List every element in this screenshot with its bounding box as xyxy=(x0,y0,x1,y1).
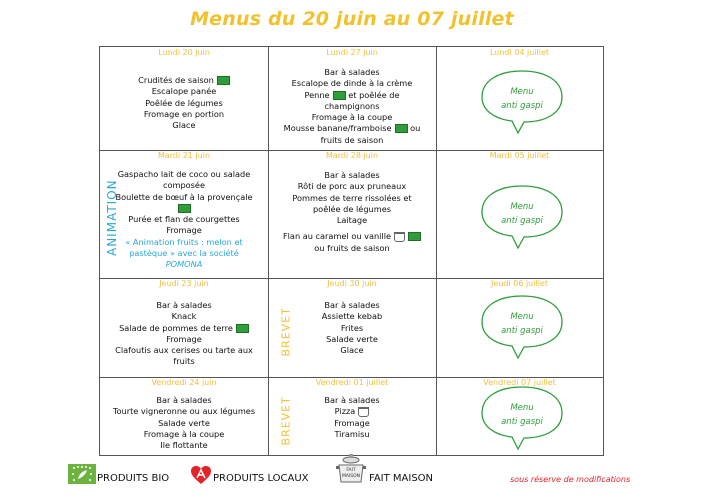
day-label: Lundi 04 juillet xyxy=(489,48,550,57)
menu-item: Bar à salades xyxy=(156,395,212,405)
bubble-text: Menu xyxy=(510,202,534,212)
menu-item: Frites xyxy=(340,322,364,333)
menu-item: Salade de pommes de terre xyxy=(119,322,233,333)
eu-organic-leaf-icon xyxy=(68,464,96,484)
menu-item: Bar à salades xyxy=(324,67,380,77)
footer-homemade-label: FAIT MAISON xyxy=(369,473,434,484)
day-label: Jeudi 23 juin xyxy=(159,279,209,288)
menu-item: Crudités de saison xyxy=(138,75,214,85)
menu-cell-vendredi-07 xyxy=(436,377,603,456)
organic-icon xyxy=(395,124,408,133)
bubble-text: anti gaspi xyxy=(501,417,543,427)
menu-item: Bar à salades xyxy=(324,395,380,405)
menu-cell-mardi-28 xyxy=(268,150,436,278)
organic-icon xyxy=(236,324,249,333)
menu-grid xyxy=(99,46,604,456)
menu-cell-lundi-04 xyxy=(436,47,603,150)
bubble-text: anti gaspi xyxy=(501,216,543,226)
menu-cell-mardi-21 xyxy=(100,150,268,278)
menu-item: Flan au caramel ou vanille xyxy=(282,231,392,242)
bubble-text: anti gaspi xyxy=(501,101,543,111)
menu-item: Penne xyxy=(304,89,330,100)
menu-item: Tourte vigneronne ou aux légumes xyxy=(112,406,256,417)
menu-item: fruits xyxy=(173,356,195,367)
menu-item: Escalope panée xyxy=(151,86,217,97)
day-label: Mardi 28 juin xyxy=(325,151,379,160)
menu-cell-lundi-27 xyxy=(268,47,436,150)
day-label: Vendredi 01 juillet xyxy=(315,378,389,387)
menu-cell-jeudi-06 xyxy=(436,278,603,377)
animation-side-label: ANIMATION xyxy=(105,179,119,256)
organic-icon xyxy=(408,232,421,241)
menu-item: Tiramisu xyxy=(334,428,370,439)
menu-item: Fromage xyxy=(166,333,202,344)
menu-item: Boulette de bœuf à la provençale xyxy=(115,191,253,202)
organic-icon xyxy=(217,76,230,85)
footer-local-label: PRODUITS LOCAUX xyxy=(213,473,309,484)
menu-item: POMONA xyxy=(165,259,203,270)
menu-item: Assiette kebab xyxy=(321,311,383,322)
day-label: Jeudi 30 juin xyxy=(327,279,377,288)
menu-item: composée xyxy=(162,180,206,191)
menu-cell-jeudi-23 xyxy=(100,278,268,377)
footer-bio-label: PRODUITS BIO xyxy=(97,473,170,484)
page-title: Menus du 20 juin au 07 juillet xyxy=(190,8,514,30)
menu-cell-jeudi-30 xyxy=(268,278,436,377)
menu-cell-mardi-05 xyxy=(436,150,603,278)
menu-item: Glace xyxy=(172,120,196,131)
menu-item: Fromage xyxy=(334,417,370,428)
menu-item: Bar à salades xyxy=(324,170,380,180)
day-label: Vendredi 24 juin xyxy=(151,378,217,387)
homemade-pot-icon xyxy=(358,407,369,417)
menu-item: fruits de saison xyxy=(320,134,384,145)
menu-cell-vendredi-24 xyxy=(100,377,268,456)
homemade-badge-top: FAIT xyxy=(346,468,356,473)
day-label: Lundi 27 juin xyxy=(326,48,378,57)
homemade-badge-bottom: MAISON xyxy=(341,474,361,479)
day-label: Jeudi 06 juillet xyxy=(491,279,548,288)
menu-cell-vendredi-01 xyxy=(268,377,436,456)
menu-item: poêlée de légumes xyxy=(312,203,391,214)
menu-item: Knack xyxy=(171,311,197,322)
brevet-side-label: BREVET xyxy=(279,307,293,357)
menu-item: Gaspacho lait de coco ou salade xyxy=(117,169,251,179)
menu-item: Rôti de porc aux pruneaux xyxy=(297,181,407,192)
menu-item: Bar à salades xyxy=(324,300,380,310)
menu-item: Salade verte xyxy=(326,333,378,344)
menu-item: « Animation fruits : melon et xyxy=(125,236,243,247)
menu-item: Ile flottante xyxy=(160,440,208,451)
day-label: Mardi 05 juillet xyxy=(489,151,550,160)
menu-item: Fromage en portion xyxy=(143,108,225,119)
menu-item: Salade verte xyxy=(158,417,210,428)
menu-item: Fromage à la coupe xyxy=(311,112,393,123)
homemade-pot-icon xyxy=(394,232,405,242)
heart-logo-icon xyxy=(190,465,212,485)
menu-item: Glace xyxy=(340,345,364,356)
menu-item: Pommes de terre rissolées et xyxy=(292,192,412,203)
bubble-text: Menu xyxy=(510,87,534,97)
menu-item: ou xyxy=(410,123,421,134)
day-label: Lundi 20 juin xyxy=(158,48,210,57)
bubble-text: anti gaspi xyxy=(501,326,543,336)
brevet-side-label: BREVET xyxy=(279,396,293,446)
menu-item: Poêlée de légumes xyxy=(145,97,223,108)
day-label: Vendredi 07 juillet xyxy=(483,378,556,387)
menu-cell-lundi-20 xyxy=(100,47,268,150)
menu-item: Purée et flan de courgettes xyxy=(128,214,240,225)
bubble-text: Menu xyxy=(510,312,534,322)
menu-item: Clafoutis aux cerises ou tarte aux xyxy=(115,345,253,356)
menu-item: Mousse banane/framboise xyxy=(283,123,392,134)
organic-icon xyxy=(333,91,346,100)
day-label: Mardi 21 juin xyxy=(157,151,211,160)
menu-item: champignons xyxy=(324,100,380,111)
organic-icon xyxy=(178,204,191,213)
disclaimer-text: sous réserve de modifications xyxy=(510,475,631,484)
menu-item: Fromage xyxy=(166,225,202,236)
menu-item: Fromage à la coupe xyxy=(143,428,225,439)
bubble-text: Menu xyxy=(510,403,534,413)
menu-item: Escalope de dinde à la crème xyxy=(291,78,413,89)
menu-item: pastèque » avec la société xyxy=(129,248,239,259)
menu-item: ou fruits de saison xyxy=(314,242,390,253)
menu-item: et poêlée de xyxy=(348,89,400,100)
menu-item: Laitage xyxy=(336,215,368,226)
menu-item: Pizza xyxy=(334,406,356,417)
menu-item: Bar à salades xyxy=(156,300,212,310)
